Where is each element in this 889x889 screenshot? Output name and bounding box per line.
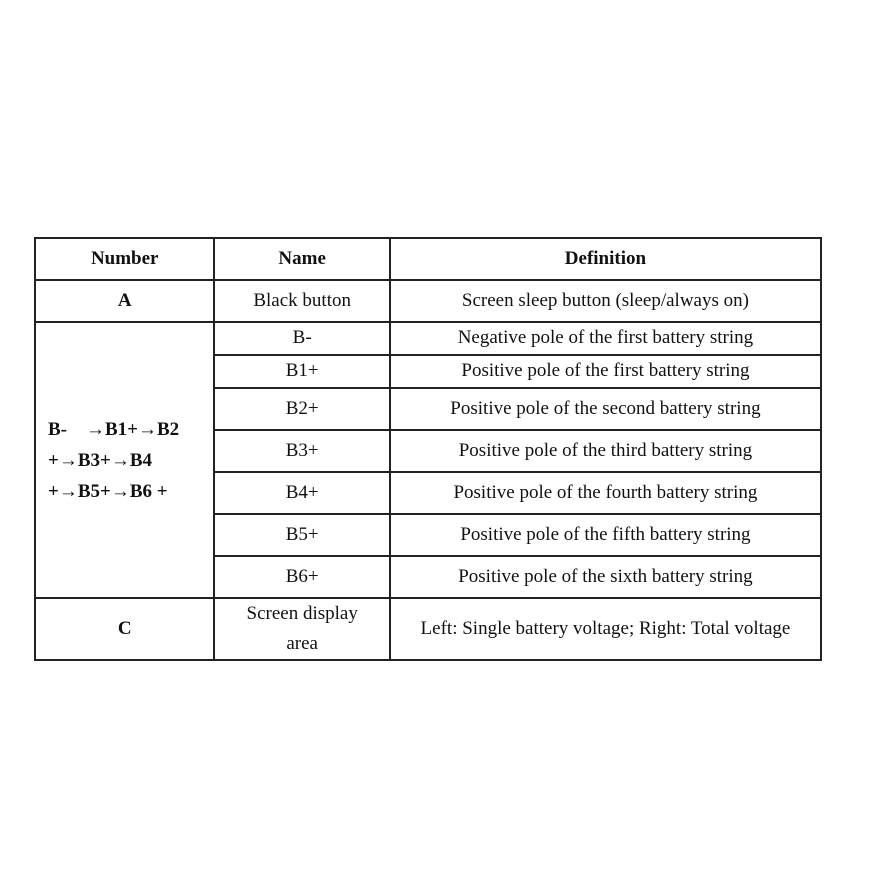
table-row-a (35, 280, 821, 322)
definition-table (34, 237, 822, 661)
row-a-name: Black button (214, 280, 389, 322)
row-b-name: B1+ (214, 355, 389, 388)
row-b-name: B- (214, 322, 389, 355)
row-c-number: C (35, 598, 214, 660)
header-row (35, 238, 821, 280)
row-b-name: B2+ (214, 388, 389, 430)
row-a-definition: Screen sleep button (sleep/always on) (390, 280, 821, 322)
sequence-line-1: B- →B1+→B2 (48, 418, 180, 440)
row-b-definition: Positive pole of the sixth battery string (390, 556, 821, 598)
row-b-name: B4+ (214, 472, 389, 514)
header-definition: Definition (390, 238, 821, 280)
row-b-definition: Negative pole of the first battery string (390, 322, 821, 355)
sequence-line-2: +→B3+→B4 (48, 449, 152, 471)
row-c-name-line-2: area (286, 633, 318, 654)
row-b-definition: Positive pole of the fourth battery string (390, 472, 821, 514)
row-a-number: A (35, 280, 214, 322)
table-row-c (35, 598, 821, 660)
row-c-name-line-1: Screen display (246, 603, 358, 624)
header-name: Name (214, 238, 389, 280)
row-c-name (214, 598, 389, 660)
row-b-definition: Positive pole of the third battery string (390, 430, 821, 472)
row-b-sequence (35, 322, 214, 598)
table-row-b-minus (35, 322, 821, 355)
row-b-name: B5+ (214, 514, 389, 556)
row-c-definition: Left: Single battery voltage; Right: Total voltage (390, 598, 821, 660)
sequence-line-3: +→B5+→B6 + (48, 480, 168, 502)
row-b-definition: Positive pole of the fifth battery string (390, 514, 821, 556)
row-b-definition: Positive pole of the first battery string (390, 355, 821, 388)
header-number: Number (35, 238, 214, 280)
row-b-definition: Positive pole of the second battery string (390, 388, 821, 430)
row-b-name: B3+ (214, 430, 389, 472)
row-b-name: B6+ (214, 556, 389, 598)
